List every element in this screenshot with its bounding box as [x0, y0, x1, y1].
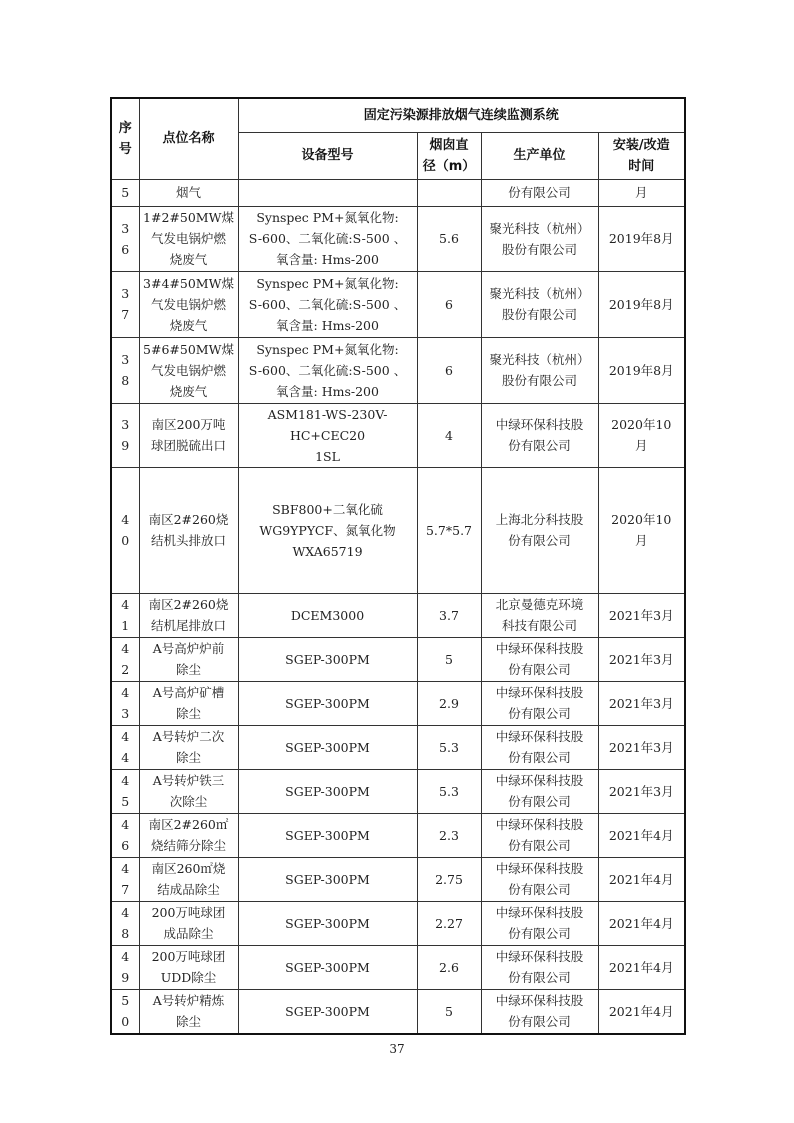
cell-seq: 5 — [111, 179, 139, 206]
cell-maker: 北京曼德克环境 科技有限公司 — [481, 593, 598, 637]
cell-seq: 3 9 — [111, 403, 139, 467]
cell-maker: 中绿环保科技股 份有限公司 — [481, 725, 598, 769]
cell-model: SGEP-300PM — [238, 901, 417, 945]
cell-maker: 聚光科技（杭州） 股份有限公司 — [481, 271, 598, 337]
cell-seq: 4 4 — [111, 725, 139, 769]
cell-date: 2021年3月 — [598, 593, 685, 637]
cell-name: 南区200万吨 球团脱硫出口 — [139, 403, 238, 467]
cell-name: A号转炉铁三 次除尘 — [139, 769, 238, 813]
header-maker: 生产单位 — [481, 132, 598, 179]
table-row — [111, 179, 685, 206]
cell-diameter: 3.7 — [417, 593, 481, 637]
table-row — [111, 467, 685, 593]
cell-seq: 4 7 — [111, 857, 139, 901]
cell-diameter: 4 — [417, 403, 481, 467]
table-row — [111, 901, 685, 945]
cell-date: 2021年3月 — [598, 769, 685, 813]
cell-maker: 上海北分科技股 份有限公司 — [481, 467, 598, 593]
cell-model: Synspec PM+氮氧化物: S-600、二氧化硫:S-500 、 氧含量: Hms-200 — [238, 337, 417, 403]
table-row — [111, 945, 685, 989]
table-row — [111, 337, 685, 403]
header-name: 点位名称 — [139, 98, 238, 179]
cell-date: 2021年4月 — [598, 857, 685, 901]
cell-date: 2021年4月 — [598, 989, 685, 1034]
cell-seq: 4 2 — [111, 637, 139, 681]
table-row — [111, 813, 685, 857]
cell-name: A号转炉二次 除尘 — [139, 725, 238, 769]
cell-date: 2021年4月 — [598, 901, 685, 945]
cell-name: 1#2#50MW煤 气发电锅炉燃 烧废气 — [139, 206, 238, 271]
header-seq: 序 号 — [111, 98, 139, 179]
cell-date: 月 — [598, 179, 685, 206]
cell-model: SGEP-300PM — [238, 681, 417, 725]
cell-model: SGEP-300PM — [238, 857, 417, 901]
table-row — [111, 681, 685, 725]
cell-maker: 中绿环保科技股 份有限公司 — [481, 681, 598, 725]
cell-date: 2019年8月 — [598, 271, 685, 337]
table-row — [111, 857, 685, 901]
cell-seq: 4 1 — [111, 593, 139, 637]
cell-diameter: 6 — [417, 337, 481, 403]
cell-maker: 中绿环保科技股 份有限公司 — [481, 989, 598, 1034]
cell-diameter: 2.9 — [417, 681, 481, 725]
cell-name: 200万吨球团 成品除尘 — [139, 901, 238, 945]
cell-maker: 中绿环保科技股 份有限公司 — [481, 403, 598, 467]
cell-model: SBF800+二氧化硫 WG9YPYCF、氮氧化物 WXA65719 — [238, 467, 417, 593]
cell-diameter: 6 — [417, 271, 481, 337]
table-row — [111, 769, 685, 813]
header-group: 固定污染源排放烟气连续监测系统 — [238, 98, 685, 132]
cell-diameter: 2.3 — [417, 813, 481, 857]
cell-seq: 4 3 — [111, 681, 139, 725]
cell-date: 2021年3月 — [598, 725, 685, 769]
cell-diameter: 5 — [417, 637, 481, 681]
cell-name: A号高炉炉前 除尘 — [139, 637, 238, 681]
cell-name: 南区2#260烧 结机头排放口 — [139, 467, 238, 593]
cell-model: SGEP-300PM — [238, 813, 417, 857]
cell-diameter: 2.27 — [417, 901, 481, 945]
cell-model: Synspec PM+氮氧化物: S-600、二氧化硫:S-500 、 氧含量: Hms-200 — [238, 206, 417, 271]
cell-diameter: 2.6 — [417, 945, 481, 989]
cell-name: 3#4#50MW煤 气发电锅炉燃 烧废气 — [139, 271, 238, 337]
cell-maker: 聚光科技（杭州） 股份有限公司 — [481, 337, 598, 403]
cell-maker: 中绿环保科技股 份有限公司 — [481, 857, 598, 901]
cell-seq: 4 5 — [111, 769, 139, 813]
cell-name: A号转炉精炼 除尘 — [139, 989, 238, 1034]
cell-diameter — [417, 179, 481, 206]
cell-seq: 3 6 — [111, 206, 139, 271]
cell-model: SGEP-300PM — [238, 769, 417, 813]
cell-date: 2021年3月 — [598, 681, 685, 725]
table-row — [111, 403, 685, 467]
cell-model: SGEP-300PM — [238, 989, 417, 1034]
cell-name: A号高炉矿槽 除尘 — [139, 681, 238, 725]
cell-seq: 5 0 — [111, 989, 139, 1034]
table-row — [111, 206, 685, 271]
cell-maker: 中绿环保科技股 份有限公司 — [481, 637, 598, 681]
cell-diameter: 5.6 — [417, 206, 481, 271]
cell-date: 2020年10 月 — [598, 403, 685, 467]
cell-model: ASM181-WS-230V-HC+CEC20 1SL — [238, 403, 417, 467]
cell-date: 2019年8月 — [598, 206, 685, 271]
header-diameter: 烟囱直 径（m） — [417, 132, 481, 179]
cell-diameter: 5 — [417, 989, 481, 1034]
cell-name: 烟气 — [139, 179, 238, 206]
cell-model: DCEM3000 — [238, 593, 417, 637]
cell-date: 2019年8月 — [598, 337, 685, 403]
table-row — [111, 725, 685, 769]
cell-model: SGEP-300PM — [238, 637, 417, 681]
cell-diameter: 5.3 — [417, 769, 481, 813]
table-row — [111, 593, 685, 637]
header-date: 安装/改造 时间 — [598, 132, 685, 179]
table-row — [111, 637, 685, 681]
page-number: 37 — [389, 1042, 405, 1056]
cell-model: SGEP-300PM — [238, 945, 417, 989]
cell-date: 2021年4月 — [598, 945, 685, 989]
cell-maker: 份有限公司 — [481, 179, 598, 206]
cell-seq: 4 0 — [111, 467, 139, 593]
cell-model: Synspec PM+氮氧化物: S-600、二氧化硫:S-500 、 氧含量: Hms-200 — [238, 271, 417, 337]
cell-seq: 4 6 — [111, 813, 139, 857]
cell-date: 2021年4月 — [598, 813, 685, 857]
cell-diameter: 2.75 — [417, 857, 481, 901]
header-model: 设备型号 — [238, 132, 417, 179]
table-row — [111, 271, 685, 337]
cell-name: 南区2#260烧 结机尾排放口 — [139, 593, 238, 637]
cell-name: 南区260㎡烧 结成品除尘 — [139, 857, 238, 901]
cell-diameter: 5.7*5.7 — [417, 467, 481, 593]
cell-seq: 4 9 — [111, 945, 139, 989]
cell-date: 2021年3月 — [598, 637, 685, 681]
cell-seq: 4 8 — [111, 901, 139, 945]
cell-model: SGEP-300PM — [238, 725, 417, 769]
cell-name: 200万吨球团 UDD除尘 — [139, 945, 238, 989]
cems-table — [110, 97, 686, 1035]
table-row — [111, 989, 685, 1034]
cell-seq: 3 7 — [111, 271, 139, 337]
cell-maker: 中绿环保科技股 份有限公司 — [481, 901, 598, 945]
cell-date: 2020年10 月 — [598, 467, 685, 593]
cell-maker: 聚光科技（杭州） 股份有限公司 — [481, 206, 598, 271]
cell-diameter: 5.3 — [417, 725, 481, 769]
cell-maker: 中绿环保科技股 份有限公司 — [481, 945, 598, 989]
cell-maker: 中绿环保科技股 份有限公司 — [481, 813, 598, 857]
cell-seq: 3 8 — [111, 337, 139, 403]
cell-name: 5#6#50MW煤 气发电锅炉燃 烧废气 — [139, 337, 238, 403]
cell-maker: 中绿环保科技股 份有限公司 — [481, 769, 598, 813]
cell-name: 南区2#260㎡ 烧结筛分除尘 — [139, 813, 238, 857]
cell-model — [238, 179, 417, 206]
